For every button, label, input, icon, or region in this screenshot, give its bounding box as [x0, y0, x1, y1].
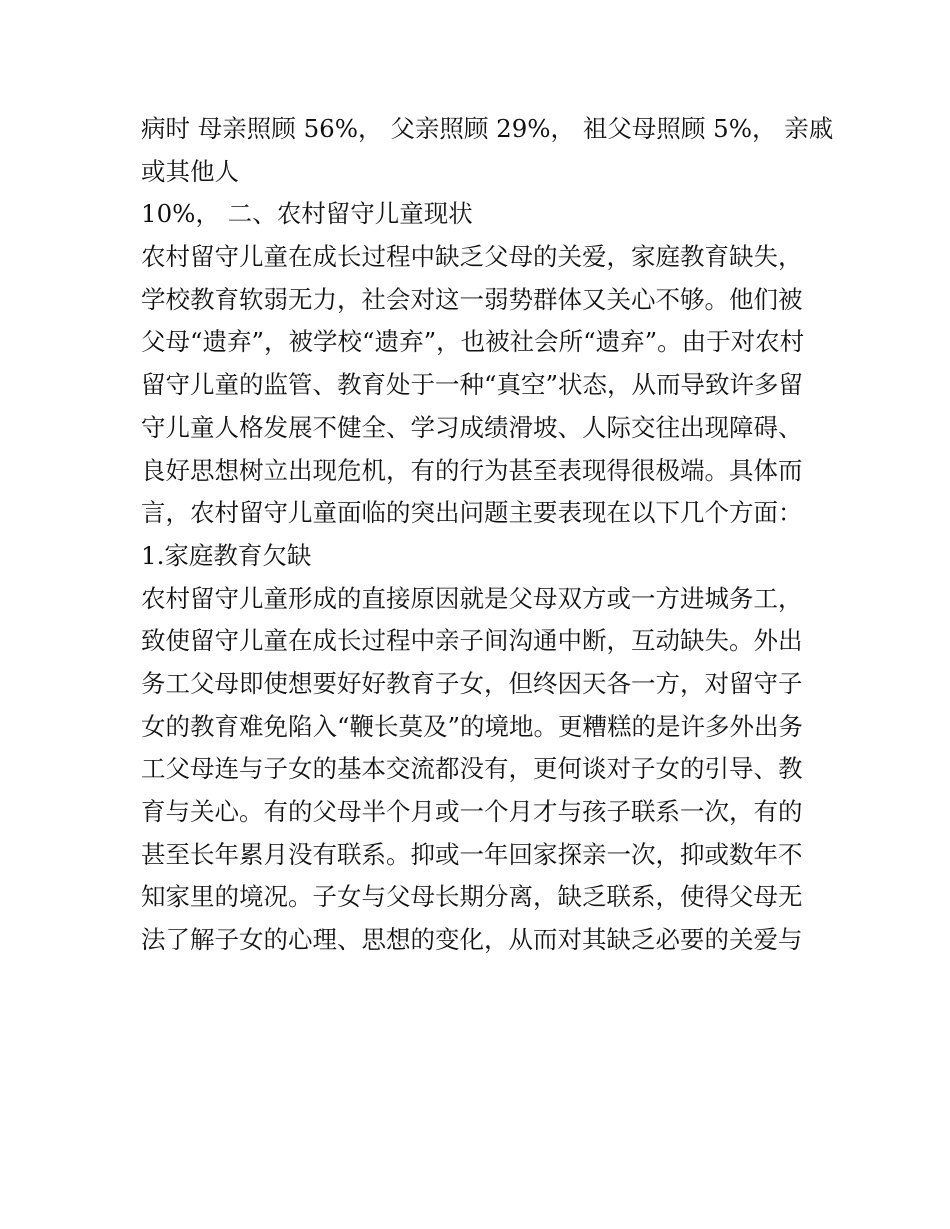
text-line: 守儿童人格发展不健全、学习成绩滑坡、人际交往出现障碍、 [141, 412, 803, 442]
text-line: 致使留守儿童在成长过程中亲子间沟通中断，互动缺失。外出 [141, 626, 803, 656]
text-line: 农村留守儿童形成的直接原因就是父母双方或一方进城务工， [141, 583, 803, 613]
text-line: 父母“遗弃”，被学校“遗弃”，也被社会所“遗弃”。由于对农村 [141, 327, 805, 357]
document-body [141, 108, 834, 962]
text-line: 或其他人 [141, 156, 239, 186]
text-line: 良好思想树立出现危机，有的行为甚至表现得很极端。具体而 [141, 455, 803, 485]
text-line: 农村留守儿童在成长过程中缺乏父母的关爱，家庭教育缺失， [141, 242, 803, 272]
text-line: 留守儿童的监管、教育处于一种“真空”状态，从而导致许多留 [141, 370, 804, 400]
text-line: 甚至长年累月没有联系。抑或一年回家探亲一次，抑或数年不 [141, 839, 803, 869]
text-line: 学校教育软弱无力，社会对这一弱势群体又关心不够。他们被 [141, 284, 803, 314]
text-line: 言，农村留守儿童面临的突出问题主要表现在以下几个方面： [141, 498, 803, 528]
text-line: 工父母连与子女的基本交流都没有，更何谈对子女的引导、教 [141, 754, 803, 784]
text-line: 女的教育难免陷入“鞭长莫及”的境地。更糟糕的是许多外出务 [141, 711, 804, 741]
subsection-heading: 1.家庭教育欠缺 [141, 540, 312, 570]
text-line: 务工父母即使想要好好教育子女，但终因天各一方，对留守子 [141, 668, 803, 698]
text-line: 育与关心。有的父母半个月或一个月才与孩子联系一次，有的 [141, 797, 803, 826]
text-line: 法了解子女的心理、思想的变化，从而对其缺乏必要的关爱与 [141, 925, 803, 955]
section-heading-line: 10%， 二、农村留守儿童现状 [141, 199, 473, 229]
text-line: 知家里的境况。子女与父母长期分离，缺乏联系，使得父母无 [141, 882, 803, 912]
text-line: 病时 母亲照顾 56%， 父亲照顾 29%， 祖父母照顾 5%， 亲戚 [141, 114, 834, 143]
